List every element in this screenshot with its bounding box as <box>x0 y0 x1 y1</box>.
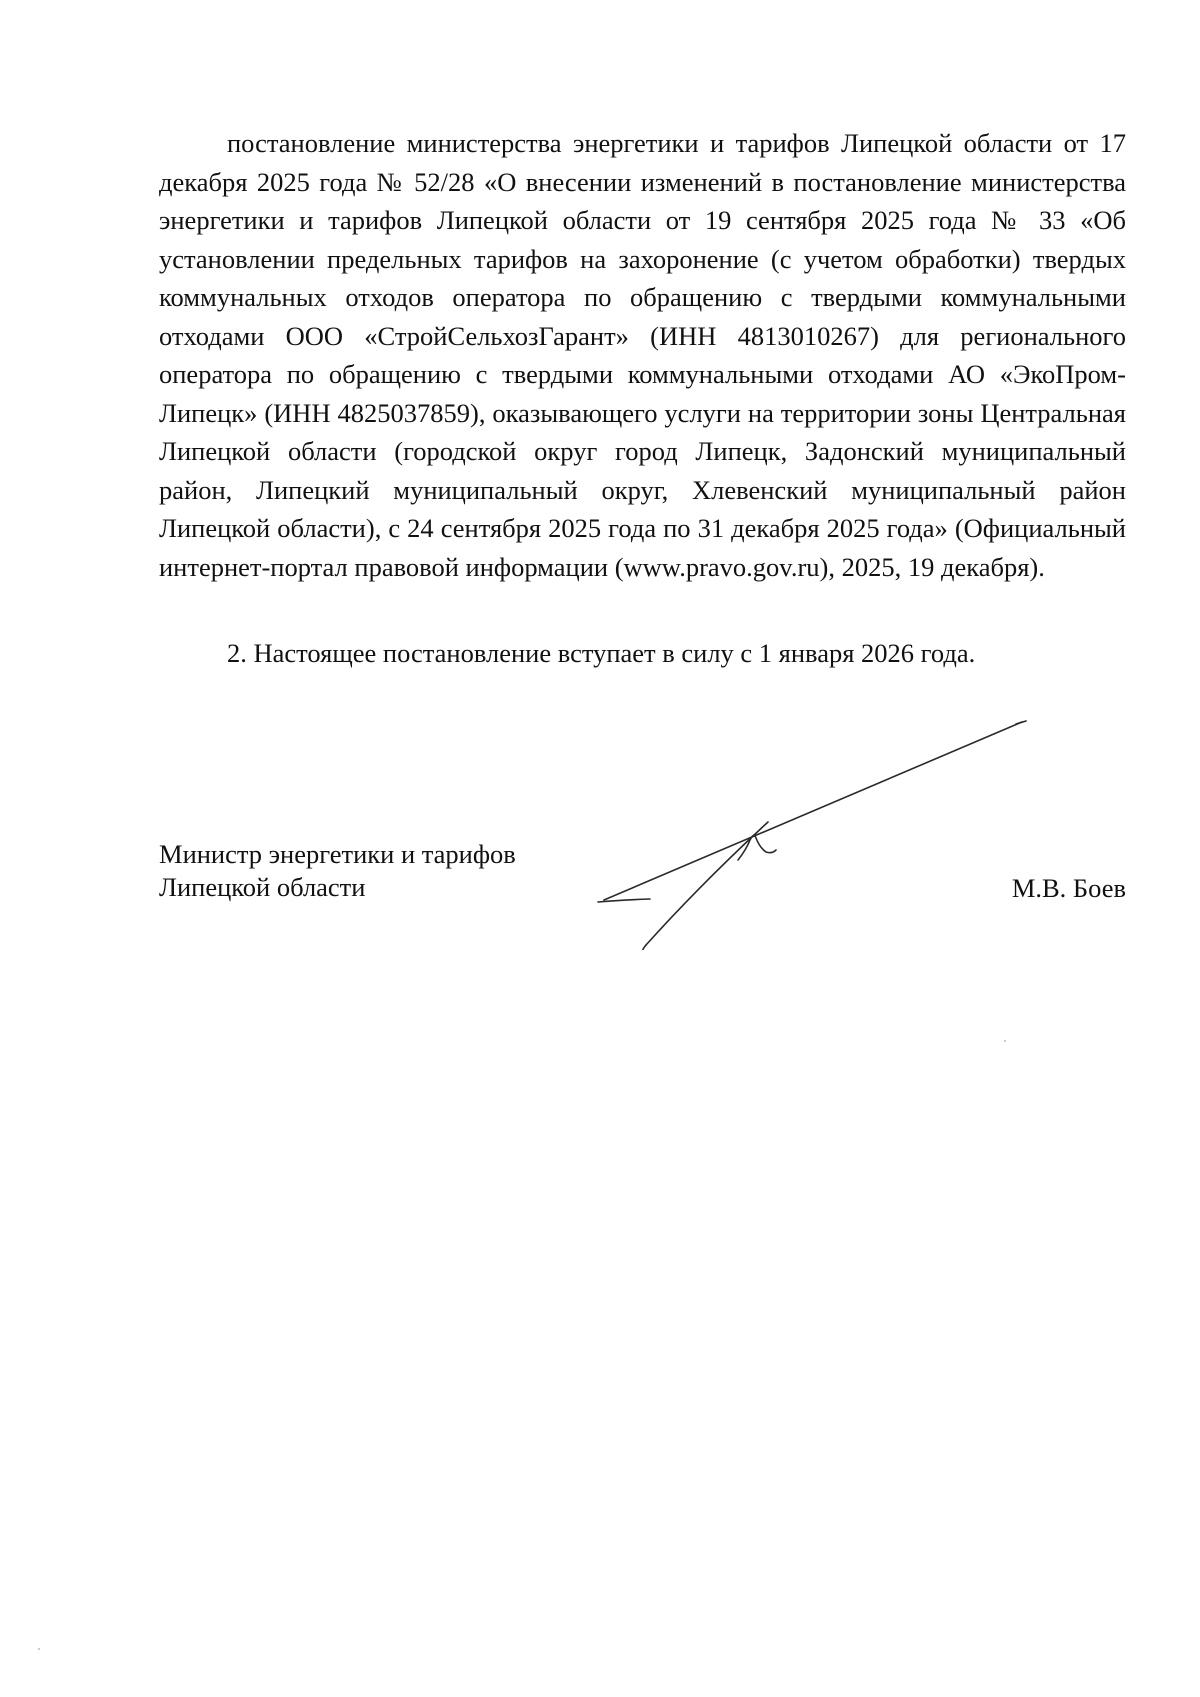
paragraph-effective-date: 2. Настоящее постановление вступает в силу с 1 января 2026 года. <box>227 638 976 668</box>
paragraph-continuation: постановление министерства энергетики и тарифов Липецкой области от 17 декабря 2025 года № 52/28 «О внесении изменений в постановление министерства энергетики и тарифов Липецкой области от 19 сентября 2025 года № 33 «Об установлении предельных тарифов на захоронение (с учетом обработки) твердых коммунальных отходов оператора по обращению с твердыми коммунальными отходами ООО «СтройСельхозГарант» (ИНН 4813010267) для регионального оператора по обращению с твердыми коммунальными отходами АО «ЭкоПром-Липецк» (ИНН 4825037859), оказывающего услуги на территории зоны Центральная Липецкой области (городской округ город Липецк, Задонский муниципальный район, Липецкий муниципальный округ, Хлевенский муниципальный район Липецкой области), с 24 сентября 2025 года по 31 декабря 2025 года» (Официальный интернет-портал правовой информации (www.pravo.gov.ru), 2025, 19 декабря). <box>159 128 1126 582</box>
scan-speck <box>1004 1040 1006 1042</box>
signer-name: М.В. Боев <box>1011 873 1126 903</box>
scan-speck <box>38 1648 40 1650</box>
signer-position <box>159 838 516 904</box>
signer-position-line-2: Липецкой области <box>159 872 366 902</box>
handwritten-signature <box>590 710 1040 950</box>
signer-position-line-1: Министр энергетики и тарифов <box>159 839 516 869</box>
